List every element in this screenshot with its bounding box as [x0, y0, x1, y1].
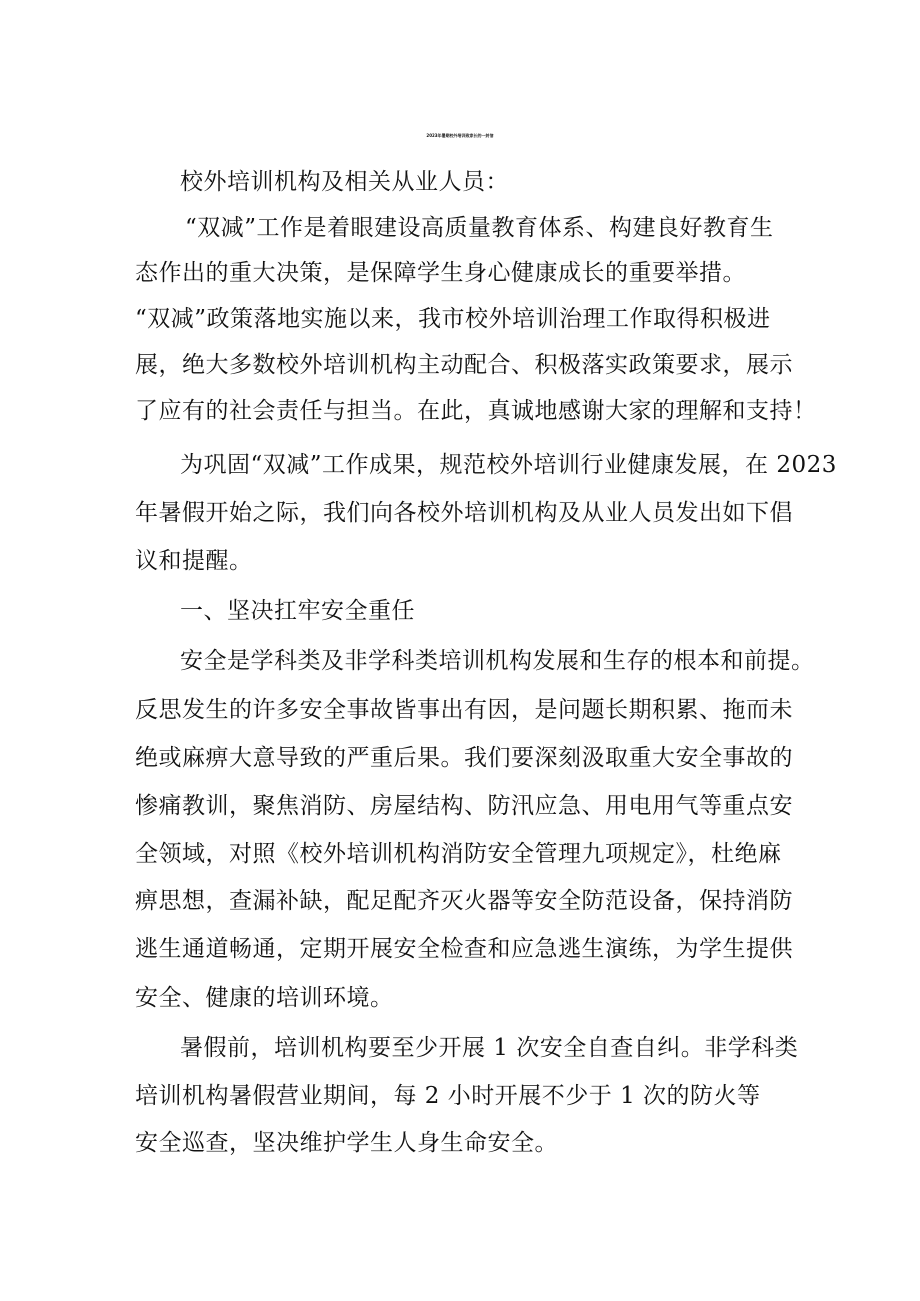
paragraph-4-line-3: 安全巡查，坚决维护学生人身生命安全。	[135, 1130, 558, 1156]
paragraph-1-line-5: 了应有的社会责任与担当。在此，真诚地感谢大家的理解和支持！	[135, 398, 817, 424]
document-title: 2023年暑期校外培训致家长的一封信	[426, 133, 494, 138]
paragraph-4-line-1: 暑假前，培训机构要至少开展 1 次安全自查自纠。非学科类	[180, 1035, 799, 1061]
paragraph-3-line-4: 惨痛教训，聚焦消防、房屋结构、防汛应急、用电用气等重点安	[135, 793, 793, 819]
paragraph-3-line-5: 全领域，对照《校外培训机构消防安全管理九项规定》，杜绝麻	[135, 841, 782, 867]
paragraph-1-line-3: “双减”政策落地实施以来，我市校外培训治理工作取得积极进	[135, 306, 771, 332]
paragraph-1-line-2: 态作出的重大决策，是保障学生身心健康成长的重要举措。	[135, 260, 746, 286]
section-heading-1: 一、坚决扛牢安全重任	[180, 598, 415, 624]
paragraph-1-line-1: “双减”工作是着眼建设高质量教育体系、构建良好教育生	[185, 215, 774, 241]
paragraph-1-line-4: 展，绝大多数校外培训机构主动配合、积极落实政策要求，展示	[135, 352, 793, 378]
paragraph-2-line-2: 年暑假开始之际，我们向各校外培训机构及从业人员发出如下倡	[135, 500, 793, 526]
paragraph-3-line-7: 逃生通道畅通，定期开展安全检查和应急逃生演练，为学生提供	[135, 936, 793, 962]
paragraph-2-line-3: 议和提醒。	[135, 548, 253, 574]
paragraph-3-line-8: 安全、健康的培训环境。	[135, 985, 394, 1011]
paragraph-4-line-2: 培训机构暑假营业期间，每 2 小时开展不少于 1 次的防火等	[135, 1083, 761, 1109]
paragraph-3-line-1: 安全是学科类及非学科类培训机构发展和生存的根本和前提。	[180, 648, 815, 674]
paragraph-3-line-6: 痹思想，查漏补缺，配足配齐灭火器等安全防范设备，保持消防	[135, 888, 793, 914]
salutation: 校外培训机构及相关从业人员：	[180, 169, 509, 195]
paragraph-3-line-2: 反思发生的许多安全事故皆事出有因，是问题长期积累、拖而未	[135, 697, 793, 723]
paragraph-3-line-3: 绝或麻痹大意导致的严重后果。我们要深刻汲取重大安全事故的	[135, 745, 793, 771]
paragraph-2-line-1: 为巩固“双减”工作成果，规范校外培训行业健康发展，在 2023	[180, 452, 837, 478]
